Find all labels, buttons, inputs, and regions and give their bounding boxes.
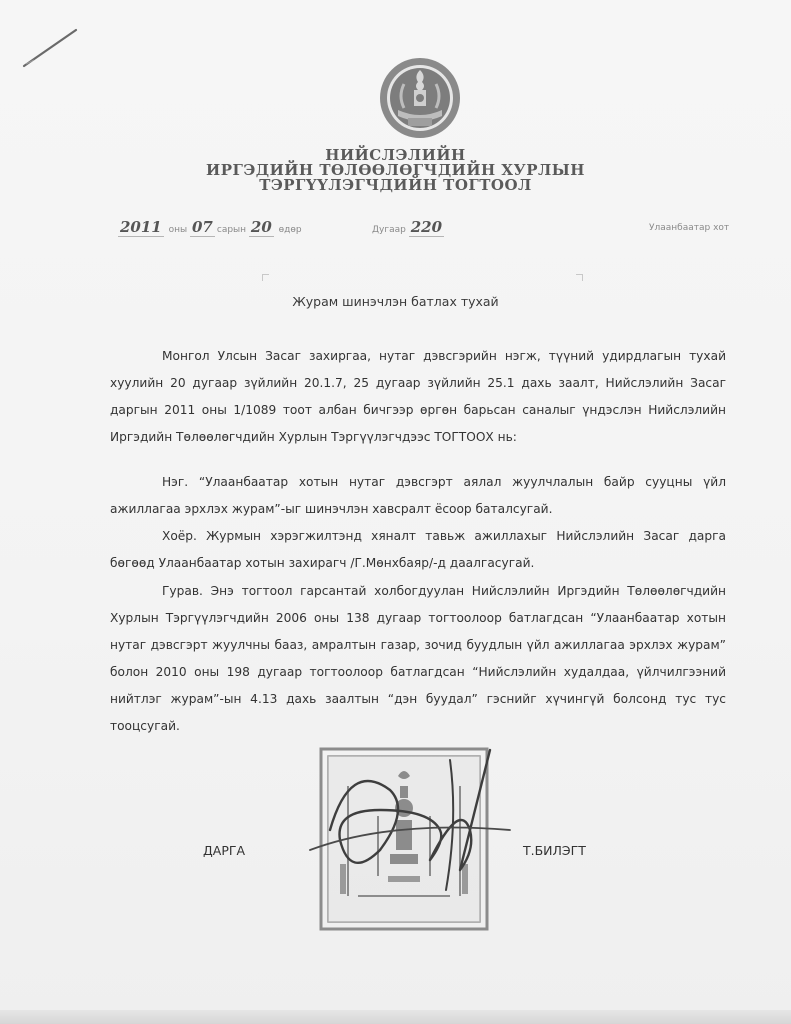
title-corner-right bbox=[576, 274, 583, 281]
document-title: Журам шинэчлэн батлах тухай bbox=[292, 294, 499, 309]
date-day: 20 bbox=[250, 218, 272, 236]
document-date bbox=[118, 218, 302, 236]
number-value: 220 bbox=[410, 218, 443, 236]
date-month-label: сарын bbox=[216, 225, 247, 235]
body-paragraph: Монгол Улсын Засаг захиргаа, нутаг дэвсгэрийн нэгж, түүний удирдлагын тухай хуулийн 20 дугаар зүйлийн 20.1.7, 25 дугаар зүйлийн 25.1 дахь заалт, Нийслэлийн Засаг даргын 2011 оны 1/1089 тоот албан бичгээр өргөн барьсан саналыг үндэслэн Нийслэлийн Иргэдийн Төлөөлөгчдийн Хурлын Тэргүүлэгчдээс ТОГТООХ нь: bbox=[110, 349, 726, 444]
signatory-role: ДАРГА bbox=[203, 843, 246, 858]
number-label: Дугаар bbox=[372, 225, 406, 235]
date-year-label: оны bbox=[168, 225, 188, 235]
document-city: Улаанбаатар хот bbox=[649, 223, 730, 233]
body-paragraph: Хоёр. Журмын хэрэгжилтэнд хяналт тавьж ажиллахыг Нийслэлийн Засаг дарга бөгөөд Улаанбаатар хотын захирагч /Г.Мөнхбаяр/-д даалгасугай. bbox=[110, 529, 726, 570]
title-corner-left bbox=[262, 274, 269, 281]
heading-line-3: ТЭРГҮҮЛЭГЧДИЙН ТОГТООЛ bbox=[259, 176, 532, 194]
pen-mark bbox=[20, 24, 80, 72]
state-emblem-icon bbox=[378, 56, 462, 140]
handwritten-signature bbox=[290, 730, 530, 900]
signatory-name: Т.БИЛЭГТ bbox=[523, 843, 586, 858]
heading-line-2: ИРГЭДИЙН ТӨЛӨӨЛӨГЧДИЙН ХУРЛЫН bbox=[206, 161, 585, 179]
body-paragraph: Гурав. Энэ тогтоол гарсантай холбогдуулан Нийслэлийн Иргэдийн Төлөөлөгчдийн Хурлын Тэргүүлэгчдийн 2006 оны 138 дугаар тогтоолоор батлагдсан “Улаанбаатар хотын нутаг дэвсгэрт жуулчны бааз, амралтын газар, зочид буудлын үйл ажиллагаа эрхлэх журам” болон 2010 оны 198 дугаар тогтоолоор батлагдсан “Нийслэлийн худалдаа, үйлчилгээний нийтлэг журам”-ын 4.13 дахь заалтын “дэн буудал” гэснийг хүчингүй болсонд тус тус тооцсугай. bbox=[110, 584, 726, 733]
heading-line-1: НИЙСЛЭЛИЙН bbox=[325, 146, 466, 164]
date-year: 2011 bbox=[120, 218, 162, 236]
date-month: 07 bbox=[192, 218, 213, 236]
document-number bbox=[372, 218, 446, 236]
body-paragraph: Нэг. “Улаанбаатар хотын нутаг дэвсгэрт аялал жуулчлалын байр сууцны үйл ажиллагаа эрхлэх журам”-ыг шинэчлэн хавсралт ёсоор баталсугай. bbox=[110, 475, 726, 516]
page-bottom-edge bbox=[0, 1010, 791, 1024]
date-day-label: өдөр bbox=[278, 225, 302, 235]
